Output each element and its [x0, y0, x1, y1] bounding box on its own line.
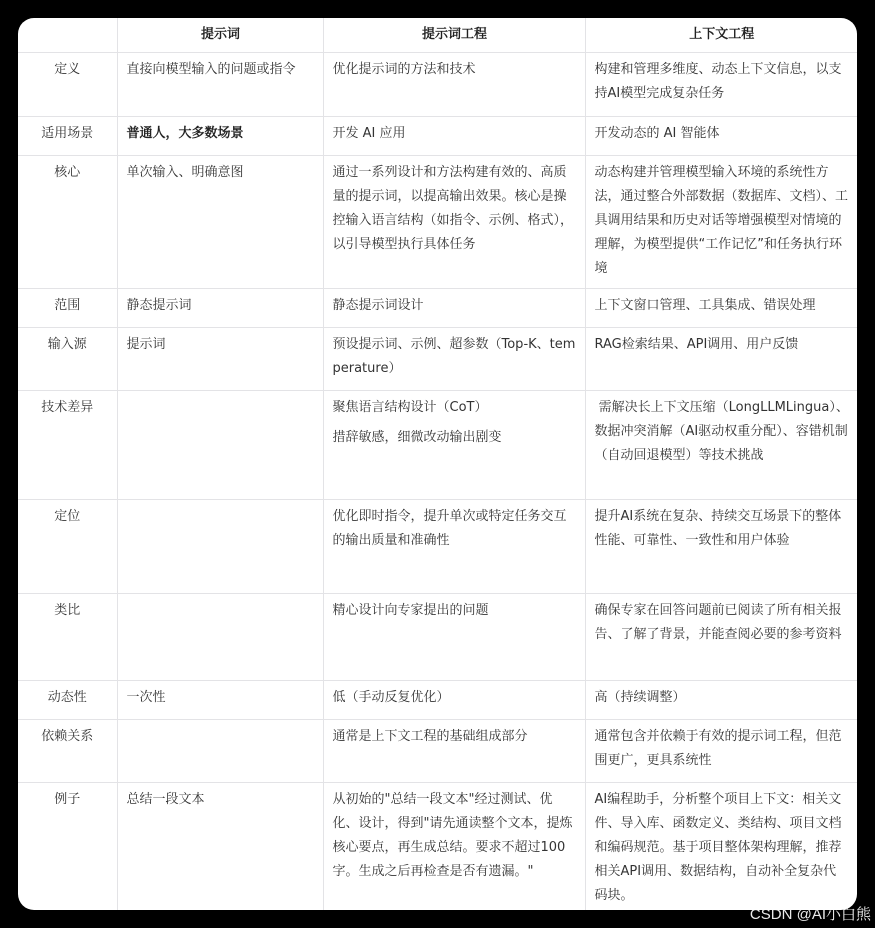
row-label: 适用场景: [18, 116, 117, 155]
cell-prompt: [117, 499, 323, 593]
cell-context-engineering: 通常包含并依赖于有效的提示词工程，但范围更广，更具系统性: [585, 719, 857, 782]
row-label: 定位: [18, 499, 117, 593]
cell-prompt: 直接向模型输入的问题或指令: [117, 52, 323, 116]
cell-prompt-engineering: 精心设计向专家提出的问题: [323, 593, 585, 680]
row-label: 范围: [18, 288, 117, 327]
row-label: 核心: [18, 155, 117, 288]
cell-prompt-engineering: [323, 390, 585, 499]
cell-prompt: [117, 719, 323, 782]
row-label: 依赖关系: [18, 719, 117, 782]
cell-prompt: 静态提示词: [117, 288, 323, 327]
header-prompt: 提示词: [117, 18, 323, 52]
cell-prompt-engineering: 优化提示词的方法和技术: [323, 52, 585, 116]
cell-context-engineering: 确保专家在回答问题前已阅读了所有相关报告、了解了背景，并能查阅必要的参考资料: [585, 593, 857, 680]
cell-context-engineering: AI编程助手，分析整个项目上下文：相关文件、导入库、函数定义、类结构、项目文档和编码规范。基于项目整体架构理解，推荐相关API调用、数据结构，自动补全复杂代码块。: [585, 782, 857, 910]
paragraph: 措辞敏感，细微改动输出剧变: [332, 429, 502, 445]
cell-context-engineering: 开发动态的 AI 智能体: [585, 116, 857, 155]
cell-prompt-engineering: 优化即时指令，提升单次或特定任务交互的输出质量和准确性: [323, 499, 585, 593]
table-row-dependency: [18, 719, 857, 782]
row-label: 输入源: [18, 327, 117, 390]
table-row-scope: [18, 288, 857, 327]
table-row-analogy: [18, 593, 857, 680]
row-label: 定义: [18, 52, 117, 116]
cell-context-engineering: 构建和管理多维度、动态上下文信息，以支持AI模型完成复杂任务: [585, 52, 857, 116]
cell-prompt: 一次性: [117, 680, 323, 719]
cell-context-engineering: RAG检索结果、API调用、用户反馈: [585, 327, 857, 390]
table-row-core: [18, 155, 857, 288]
table-row-example: [18, 782, 857, 910]
cell-prompt-engineering: 预设提示词、示例、超参数（Top-K、temperature）: [323, 327, 585, 390]
paragraph: 聚焦语言结构设计（CoT）: [332, 399, 488, 415]
cell-prompt-engineering: 从初始的"总结一段文本"经过测试、优化、设计，得到"请先通读整个文本，提炼核心要点，再生成总结。要求不超过100字。生成之后再检查是否有遗漏。": [323, 782, 585, 910]
table-row-definition: [18, 52, 857, 116]
cell-prompt: 提示词: [117, 327, 323, 390]
table-row-dynamism: [18, 680, 857, 719]
cell-prompt-engineering: 低（手动反复优化）: [323, 680, 585, 719]
cell-prompt: 单次输入、明确意图: [117, 155, 323, 288]
cell-prompt: 总结一段文本: [117, 782, 323, 910]
bold-text: 普通人，大多数场景: [126, 125, 244, 141]
row-label: 动态性: [18, 680, 117, 719]
csdn-watermark: CSDN @AI小白熊: [749, 906, 871, 923]
comparison-table-card: [18, 18, 857, 910]
cell-context-engineering: 提升AI系统在复杂、持续交互场景下的整体性能、可靠性、一致性和用户体验: [585, 499, 857, 593]
table-row-tech-differences: [18, 390, 857, 499]
table-row-input-source: [18, 327, 857, 390]
cell-prompt-engineering: 静态提示词设计: [323, 288, 585, 327]
row-label: 类比: [18, 593, 117, 680]
cell-prompt-engineering: 通过一系列设计和方法构建有效的、高质量的提示词，以提高输出效果。核心是操控输入语言结构（如指令、示例、格式），以引导模型执行具体任务: [323, 155, 585, 288]
cell-context-engineering: 高（持续调整）: [585, 680, 857, 719]
table-row-positioning: [18, 499, 857, 593]
table-row-scenarios: [18, 116, 857, 155]
cell-prompt: [117, 116, 323, 155]
header-context-engineering: 上下文工程: [585, 18, 857, 52]
cell-context-engineering: 需解决长上下文压缩（LongLLMLingua）、数据冲突消解（AI驱动权重分配）、容错机制（自动回退模型）等技术挑战: [585, 390, 857, 499]
row-label: 技术差异: [18, 390, 117, 499]
cell-prompt: [117, 390, 323, 499]
header-prompt-engineering: 提示词工程: [323, 18, 585, 52]
cell-context-engineering: 动态构建并管理模型输入环境的系统性方法，通过整合外部数据（数据库、文档）、工具调用结果和历史对话等增强模型对情境的理解，为模型提供“工作记忆”和任务执行环境: [585, 155, 857, 288]
row-label: 例子: [18, 782, 117, 910]
cell-context-engineering: 上下文窗口管理、工具集成、错误处理: [585, 288, 857, 327]
header-empty: [18, 18, 117, 52]
cell-prompt: [117, 593, 323, 680]
comparison-table: [18, 18, 857, 910]
table-header-row: [18, 18, 857, 52]
cell-prompt-engineering: 通常是上下文工程的基础组成部分: [323, 719, 585, 782]
cell-prompt-engineering: 开发 AI 应用: [323, 116, 585, 155]
